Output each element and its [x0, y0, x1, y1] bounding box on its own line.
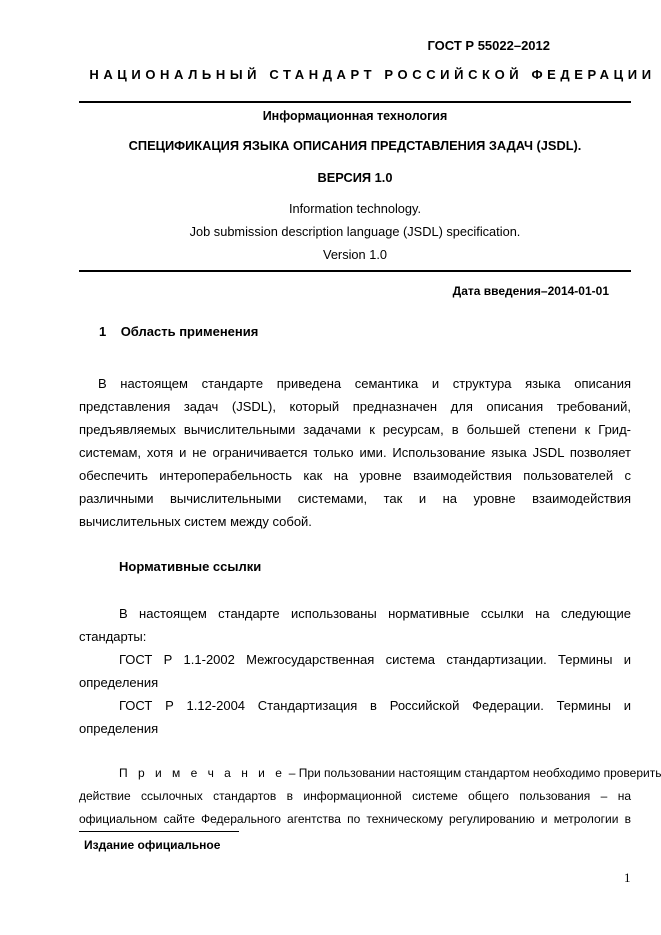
note-label: П р и м е ч а н и е: [119, 766, 286, 780]
page-number: 1: [624, 870, 631, 885]
section-2-paragraph: [79, 602, 631, 740]
paragraph-line: системам, хотя и не ограничивается только ими. Использование языка JSDL позволяет: [79, 445, 631, 460]
note-line: действие ссылочных стандартов в информационной системе общего пользования – на: [79, 789, 631, 803]
paragraph-line: различными вычислительными системами, так и на уровне взаимодействия: [79, 491, 631, 506]
title-en-subject: Information technology.: [288, 201, 422, 216]
paragraph-line: определения: [79, 721, 159, 736]
title-divider: [79, 270, 631, 272]
paragraph-line: стандарты:: [79, 629, 147, 644]
reference-gost-1-1: ГОСТ Р 1.1-2002 Межгосударственная система стандартизации. Термины и: [119, 652, 631, 667]
paragraph-line: В настоящем стандарте приведена семантика и структура языка описания: [98, 376, 631, 391]
national-standard-heading: НАЦИОНАЛЬНЫЙ СТАНДАРТ РОССИЙСКОЙ ФЕДЕРАЦИИ: [89, 67, 656, 82]
paragraph-line: вычислительных систем между собой.: [79, 514, 312, 529]
title-en-main: Job submission description language (JSDL) specification.: [189, 224, 521, 239]
note-block: [79, 761, 661, 830]
paragraph-line: В настоящем стандарте использованы нормативные ссылки на следующие: [119, 606, 631, 621]
title-ru-subject: Информационная технология: [262, 109, 448, 123]
footnote-divider: [79, 831, 239, 832]
reference-gost-1-12: ГОСТ Р 1.12-2004 Стандартизация в Российской Федерации. Термины и: [119, 698, 631, 713]
paragraph-line: предъявляемых вычислительными задачами к ресурсам, в большей степени к Грид-: [79, 422, 631, 437]
paragraph-line: определения: [79, 675, 159, 690]
header-divider: [79, 101, 631, 103]
note-line: официальном сайте Федерального агентства по техническому регулированию и метрологии в: [79, 812, 631, 826]
section-1-title: Область применения: [120, 324, 259, 339]
paragraph-line: представления задач (JSDL), который предназначен для описания требований,: [79, 399, 631, 414]
document-number: ГОСТ Р 55022–2012: [427, 38, 550, 53]
note-text: – При пользовании настоящим стандартом необходимо проверить: [285, 766, 661, 780]
introduction-date: Дата введения–2014-01-01: [452, 284, 609, 298]
title-en-version: Version 1.0: [322, 247, 388, 262]
section-1-heading: [99, 324, 258, 339]
section-1-paragraph: [79, 372, 631, 533]
note-first-line: [79, 761, 661, 784]
section-2-title: Нормативные ссылки: [119, 559, 262, 574]
official-edition-label: Издание официальное: [84, 838, 221, 852]
paragraph-line: обеспечить интероперабельность как на уровне взаимодействия пользователей с: [79, 468, 631, 483]
title-ru-version: ВЕРСИЯ 1.0: [317, 170, 393, 185]
title-ru-main: СПЕЦИФИКАЦИЯ ЯЗЫКА ОПИСАНИЯ ПРЕДСТАВЛЕНИЯ ЗАДАЧ (JSDL).: [128, 138, 582, 153]
section-1-number: 1: [99, 324, 107, 339]
